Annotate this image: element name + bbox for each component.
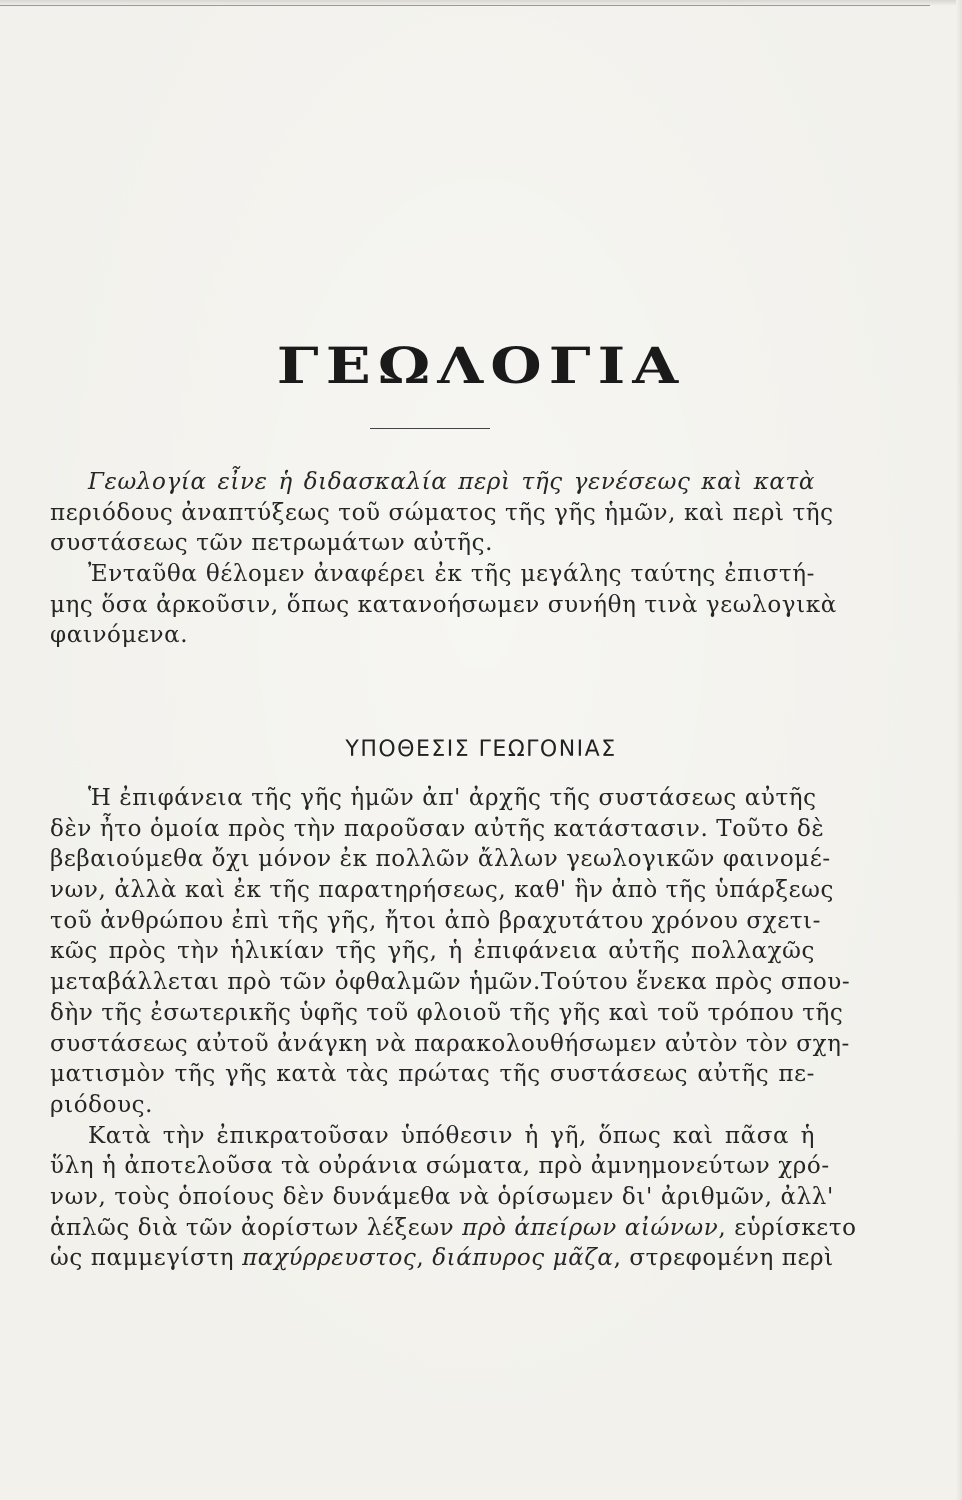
page-title: ΓΕΩΛΟΓΙΑ [276,336,686,395]
page-top-rule [0,5,930,6]
text-line: δὴν τῆς ἐσωτερικῆς ὑφῆς τοῦ φλοιοῦ τῆς γῆς καὶ τοῦ τρόπου τῆς [50,999,844,1026]
italic-phrase: διάπυρος μᾶζα [432,1245,614,1272]
text-line: ματισμὸν τῆς γῆς κατὰ τὰς πρώτας τῆς συστάσεως αὐτῆς πε- [50,1061,815,1088]
text-line: μης ὅσα ἀρκοῦσιν, ὅπως κατανοήσωμεν συνήθη τινὰ γεωλογικὰ [50,591,837,618]
text-line: τοῦ ἀνθρώπου ἐπὶ τῆς γῆς, ἤτοι ἀπὸ βραχυτάτου χρόνου σχετι- [50,907,822,934]
text-line: περιόδους ἀναπτύξεως τοῦ σώματος τῆς γῆς ἡμῶν, καὶ περὶ τῆς [50,499,834,526]
text-line: βεβαιούμεθα ὄχι μόνον ἐκ πολλῶν ἄλλων γεωλογικῶν φαινομέ- [50,846,831,873]
text-line: νων, ἀλλὰ καὶ ἐκ τῆς παρατηρήσεως, καθ' ἣν ἀπὸ τῆς ὑπάρξεως [50,877,834,904]
text-line: Κατὰ τὴν ἐπικρατοῦσαν ὑπόθεσιν ἡ γῆ, ὅπως καὶ πᾶσα ἡ [88,1122,815,1149]
text-line: νων, τοὺς ὁποίους δὲν δυνάμεθα νὰ ὁρίσωμεν δι' ἀριθμῶν, ἀλλ' [50,1183,834,1210]
text-line: Γεωλογία εἶνε ἡ διδασκαλία περὶ τῆς γενέσεως καὶ κατὰ [88,469,815,495]
title-divider [370,428,490,429]
italic-phrase: παχύρρευστος [242,1245,417,1272]
section-text [50,783,857,1274]
italic-phrase: πρὸ ἀπείρων αἰώνων [462,1214,719,1241]
text-segment: , εὑρίσκετο [718,1214,857,1241]
text-segment: , στρεφομένη περὶ [613,1245,834,1272]
text-line: φαινόμενα. [50,622,189,649]
section-heading: ΥΠΟΘΕΣΙΣ ΓΕΩΓΟΝΙΑΣ [345,737,617,762]
text-segment: ἁπλῶς διὰ τῶν ἀορίστων λέξεων [50,1214,463,1241]
text-line [50,1213,857,1244]
text-line: Ἡ ἐπιφάνεια τῆς γῆς ἡμῶν ἀπ' ἀρχῆς τῆς συστάσεως αὐτῆς [88,785,817,811]
text-segment: , [416,1245,433,1272]
text-line: συστάσεως τῶν πετρωμάτων αὐτῆς. [50,530,494,557]
text-line: ριόδους. [50,1091,154,1118]
intro-text [50,467,837,651]
text-line [50,1243,834,1274]
text-line: δὲν ἦτο ὁμοία πρὸς τὴν παροῦσαν αὐτῆς κατάστασιν. Τοῦτο δὲ [50,815,825,842]
text-line: μεταβάλλεται πρὸ τῶν ὀφθαλμῶν ἡμῶν.Τούτου ἕνεκα πρὸς σπου- [50,969,851,996]
text-line: συστάσεως αὐτοῦ ἀνάγκη νὰ παρακολουθήσωμεν αὐτὸν τὸν σχη- [50,1030,850,1057]
text-line: ὕλη ἡ ἀποτελοῦσα τὰ οὐράνια σώματα, πρὸ ἀμνημονεύτων χρό- [50,1153,830,1180]
text-line: κῶς πρὸς τὴν ἡλικίαν τῆς γῆς, ἡ ἐπιφάνεια αὐτῆς πολλαχῶς [50,938,815,965]
text-line: Ἐνταῦθα θέλομεν ἀναφέρει ἐκ τῆς μεγάλης ταύτης ἐπιστή- [88,561,815,588]
text-segment: ὡς παμμεγίστη [50,1245,243,1272]
